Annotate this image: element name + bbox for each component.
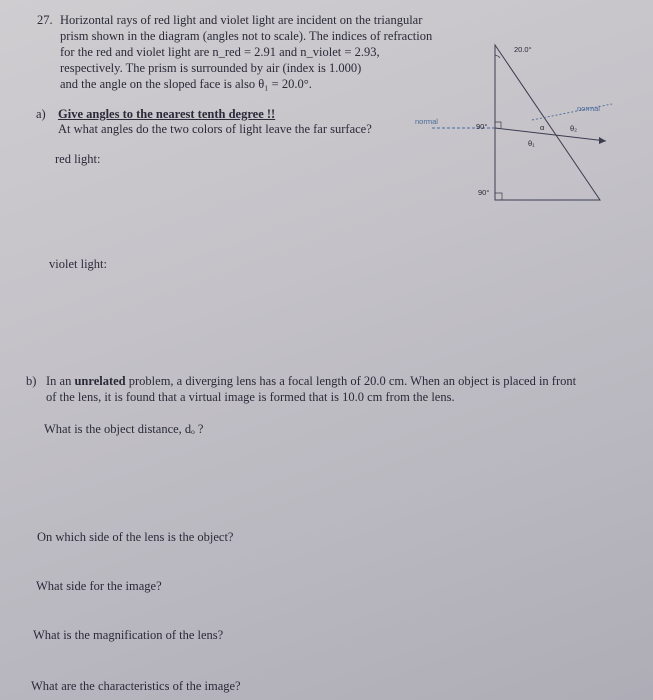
normal-label-left: normal xyxy=(415,117,438,126)
intro-line-3: for the red and violet light are n_red = 2.91 and n_violet = 2.93, xyxy=(60,45,380,59)
prism-triangle xyxy=(495,45,600,200)
apex-angle-label: 20.0° xyxy=(514,45,532,54)
intro-line-4: respectively. The prism is surrounded by air (index is 1.000) xyxy=(60,61,362,75)
right-angle-marker-bottom xyxy=(495,193,502,200)
part-a-marker: a) xyxy=(36,107,46,121)
question-characteristics: What are the characteristics of the image? xyxy=(31,679,241,693)
apex-angle-arc xyxy=(495,55,500,58)
exit-ray xyxy=(555,135,606,141)
right-angle-label-bottom: 90° xyxy=(478,188,490,197)
alpha-label: α xyxy=(540,123,545,132)
violet-light-label: violet light: xyxy=(49,257,107,271)
part-b-unrelated-word: unrelated xyxy=(74,374,126,388)
exit-ray-arrowhead xyxy=(599,137,606,144)
part-b-line-2: of the lens, it is found that a virtual image is formed that is 10.0 cm from the lens. xyxy=(46,390,455,404)
theta2-label: θ₂ xyxy=(570,124,578,133)
part-b-line-1 xyxy=(46,375,576,388)
normal-label-right: normal xyxy=(577,104,600,113)
theta1-label: θ₁ xyxy=(528,139,535,148)
part-a-question: At what angles do the two colors of light leave the far surface? xyxy=(58,122,372,136)
question-object-side: On which side of the lens is the object? xyxy=(37,530,234,544)
sloped-face-normal xyxy=(532,104,612,120)
right-angle-marker-top xyxy=(495,122,501,128)
prism-diagram xyxy=(410,38,635,213)
question-image-side: What side for the image? xyxy=(36,579,162,593)
part-b-text-after: problem, a diverging lens has a focal length of 20.0 cm. When an object is placed in front xyxy=(125,374,577,388)
question-object-distance: What is the object distance, dₒ ? xyxy=(44,422,204,436)
problem-number: 27. xyxy=(37,13,53,27)
intro-line-1: Horizontal rays of red light and violet light are incident on the triangular xyxy=(60,13,423,27)
question-magnification: What is the magnification of the lens? xyxy=(33,628,224,642)
ray-inside-prism xyxy=(495,128,555,135)
prism-figure xyxy=(410,38,635,213)
part-a-instruction: Give angles to the nearest tenth degree !! xyxy=(58,107,276,121)
intro-line-5: and the angle on the sloped face is also θ₁ = 20.0°. xyxy=(60,77,312,91)
part-b-text-before: In an xyxy=(46,374,75,388)
right-angle-label-top: 90° xyxy=(476,122,488,131)
red-light-label: red light: xyxy=(55,152,101,166)
intro-line-2: prism shown in the diagram (angles not to scale). The indices of refraction xyxy=(60,29,433,43)
part-b-marker: b) xyxy=(26,374,37,388)
